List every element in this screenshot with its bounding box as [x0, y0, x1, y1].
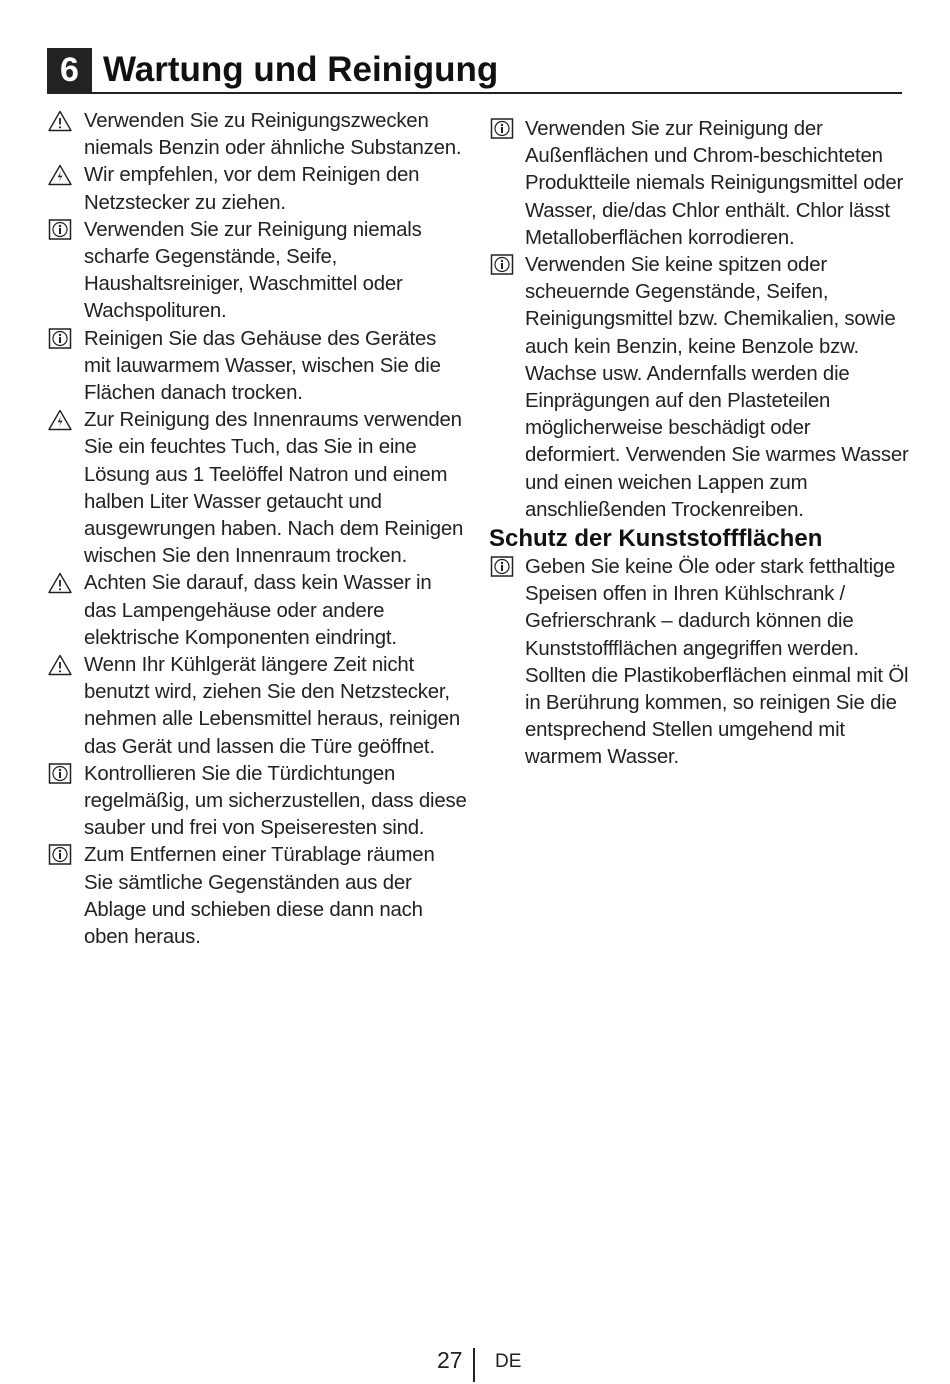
list-item-text: Geben Sie keine Öle oder stark fetthaltige Speisen offen in Ihren Kühlschrank / Gefrierschrank – dadurch können die Kunststoffflächen angegriffen werden. Sollten die Plastikoberflächen einmal mit Öl in Berührung kommen, so reinigen Sie die entsprechend Stellen umgehend mit warmem Wasser.	[525, 556, 909, 769]
language-code: DE	[495, 1351, 522, 1372]
info-icon	[48, 844, 72, 866]
list-item-text: Zum Entfernen einer Türablage räumen Sie sämtliche Gegenständen aus der Ablage und schieben diese dann nach oben heraus.	[84, 844, 435, 949]
list-item	[47, 652, 467, 761]
footer-divider	[473, 1348, 475, 1382]
info-icon	[490, 254, 514, 276]
info-icon	[490, 556, 514, 578]
list-item-text: Verwenden Sie zu Reinigungszwecken niemals Benzin oder ähnliche Substanzen.	[84, 110, 462, 160]
electric-warning-icon	[48, 164, 72, 186]
info-icon	[490, 118, 514, 140]
list-item-text: Kontrollieren Sie die Türdichtungen regelmäßig, um sicherzustellen, dass diese sauber und frei von Speiseresten sind.	[84, 762, 467, 840]
list-item-text: Wir empfehlen, vor dem Reinigen den Netzstecker zu ziehen.	[84, 164, 420, 214]
right-column	[489, 116, 909, 772]
left-column	[47, 108, 467, 951]
warning-icon	[48, 110, 72, 132]
electric-warning-icon	[48, 409, 72, 431]
chapter-number: 6	[47, 48, 92, 92]
list-item	[47, 842, 467, 951]
warning-icon	[48, 572, 72, 594]
section-title: Schutz der Kunststoffflächen	[489, 525, 823, 553]
chapter-header	[47, 48, 902, 94]
warning-icon	[48, 654, 72, 676]
list-item	[47, 162, 467, 216]
list-item	[47, 761, 467, 843]
list-item	[47, 326, 467, 408]
list-item	[47, 570, 467, 652]
list-item-text: Verwenden Sie zur Reinigung der Außenflächen und Chrom-beschichteten Produktteile niemals Reinigungsmittel oder Wasser, die/das Chlor enthält. Chlor lässt Metalloberflächen korrodieren.	[525, 118, 904, 249]
list-item-text: Reinigen Sie das Gehäuse des Gerätes mit lauwarmem Wasser, wischen Sie die Flächen danach trocken.	[84, 327, 441, 405]
list-item	[47, 217, 467, 326]
list-item	[47, 407, 467, 570]
list-item-text: Verwenden Sie keine spitzen oder scheuernde Gegenstände, Seifen, Reinigungsmittel bzw. Chemikalien, sowie auch kein Benzin, keine Benzole bzw. Wachse usw. Andernfalls werden die Einprägungen auf den Plasteteilen möglicherweise beschädigt oder deformiert. Verwenden Sie warmes Wasser und einen weichen Lappen zum anschließenden Trockenreiben.	[525, 254, 909, 521]
list-item	[489, 252, 909, 524]
list-item-text: Zur Reinigung des Innenraums verwenden Sie ein feuchtes Tuch, das Sie in eine Lösung aus 1 Teelöffel Natron und einem halben Liter Wasser getaucht und ausgewrungen haben. Nach dem Reinigen wischen Sie den Innenraum trocken.	[84, 409, 464, 568]
page-number: 27	[437, 1347, 463, 1373]
list-item	[47, 108, 467, 162]
list-item-text: Wenn Ihr Kühlgerät längere Zeit nicht benutzt wird, ziehen Sie den Netzstecker, nehmen alle Lebensmittel heraus, reinigen das Gerät und lassen die Türe geöffnet.	[84, 654, 461, 758]
chapter-title: Wartung und Reinigung	[103, 50, 499, 89]
info-icon	[48, 219, 72, 241]
list-item	[489, 554, 909, 772]
list-item-text: Achten Sie darauf, dass kein Wasser in das Lampengehäuse oder andere elektrische Komponenten eindringt.	[84, 572, 432, 649]
info-icon	[48, 763, 72, 785]
info-icon	[48, 328, 72, 350]
list-item-text: Verwenden Sie zur Reinigung niemals scharfe Gegenstände, Seife, Haushaltsreiniger, Waschmittel oder Wachspolituren.	[84, 218, 422, 323]
list-item	[489, 116, 909, 252]
